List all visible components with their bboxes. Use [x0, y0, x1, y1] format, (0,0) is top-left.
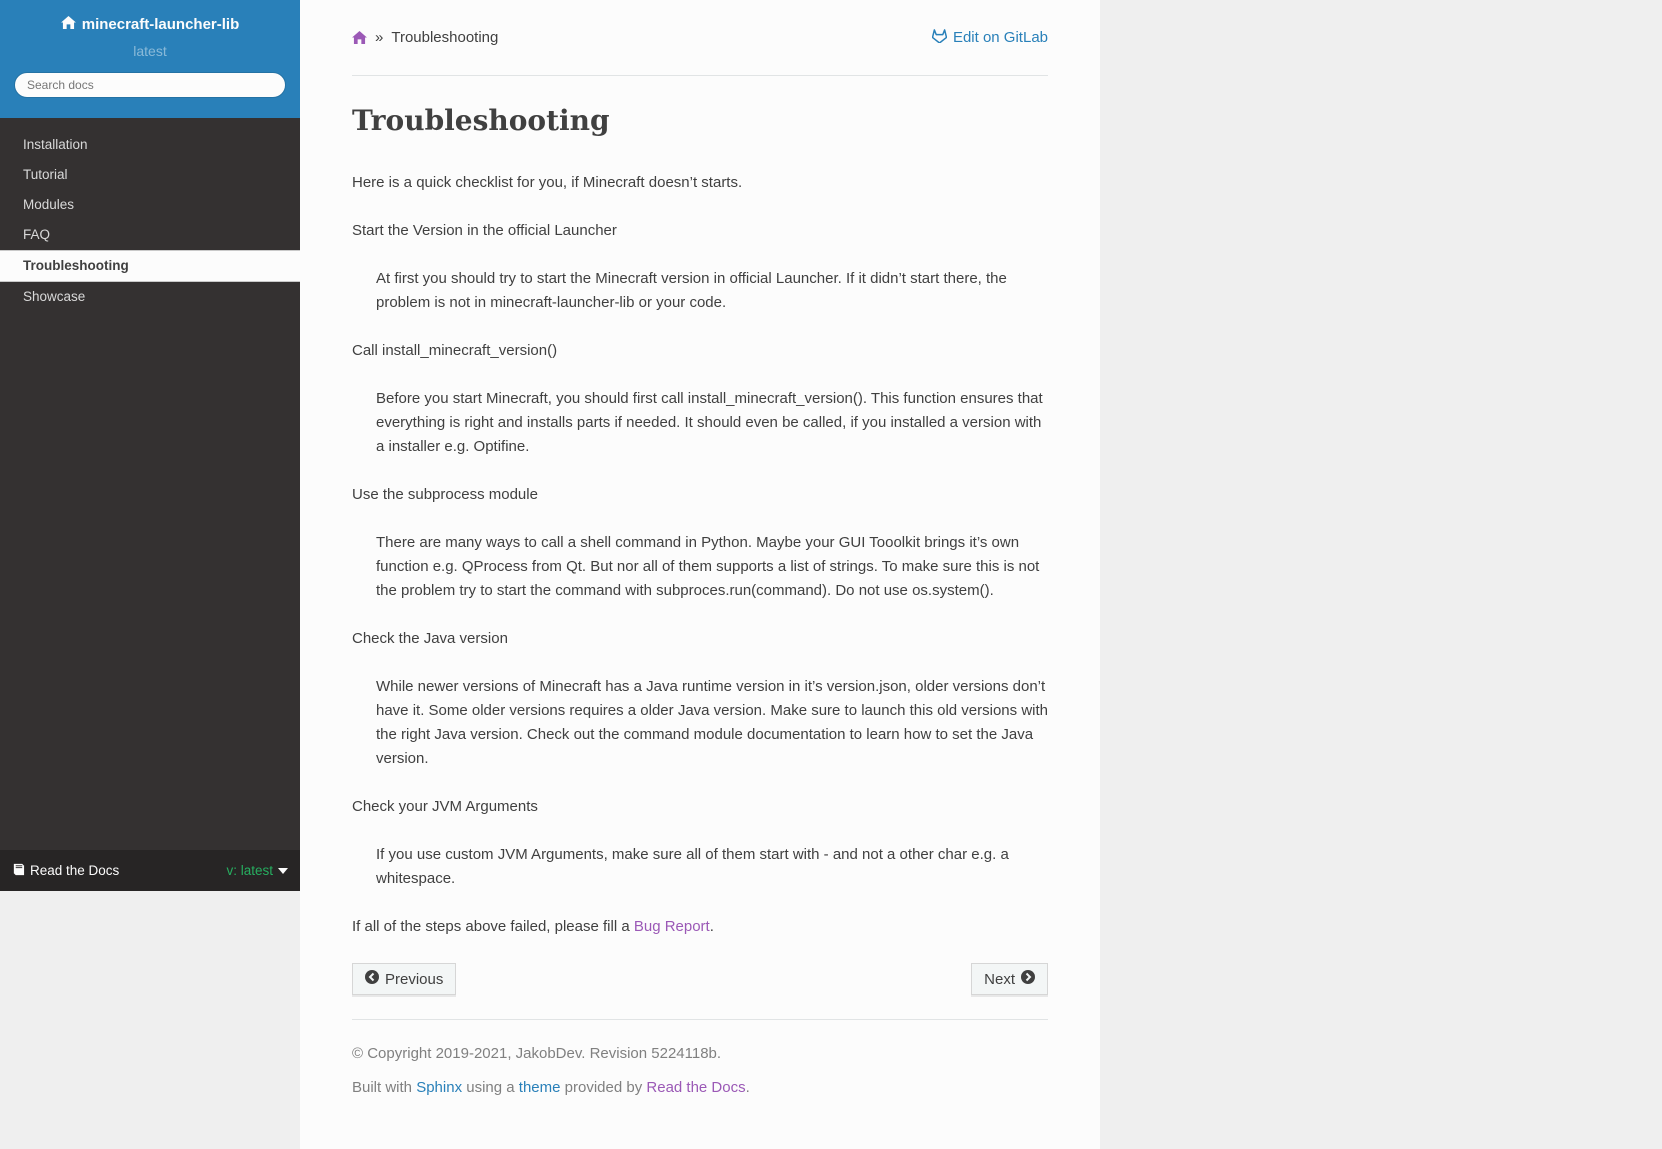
breadcrumb-separator: »: [375, 29, 384, 46]
edit-on-gitlab-link[interactable]: [932, 29, 1048, 47]
sidebar-item-modules[interactable]: Modules: [23, 197, 75, 212]
sidebar-item-tutorial[interactable]: Tutorial: [23, 167, 68, 182]
rtd-label: Read the Docs: [30, 863, 120, 878]
checklist-description: If you use custom JVM Arguments, make sure all of them start with - and not a other char e.g. a whitespace.: [376, 846, 1009, 887]
content-area: [300, 0, 1100, 1149]
copyright: © Copyright 2019-2021, JakobDev. Revision 5224118b.: [352, 1045, 722, 1062]
book-icon: [12, 863, 25, 879]
rtd-version-bar[interactable]: [0, 850, 300, 891]
home-icon: [61, 16, 76, 33]
theme-link[interactable]: theme: [518, 1079, 561, 1096]
sidebar-nav: [0, 130, 300, 312]
project-home-link[interactable]: [61, 16, 240, 33]
checklist: [352, 219, 1048, 891]
gitlab-icon: [932, 29, 947, 47]
edit-on-gitlab-label: Edit on GitLab: [952, 29, 1048, 46]
closing-period: .: [709, 918, 714, 935]
checklist-description: Before you start Minecraft, you should first call install_minecraft_version(). This function ensures that everything is right and installs parts if needed. It should even be called, if you installed a version with a installer e.g. Optifine.: [376, 390, 1043, 455]
version-selector-label: v: latest: [226, 863, 273, 878]
sidebar-item-troubleshooting[interactable]: Troubleshooting: [0, 250, 300, 282]
closing-paragraph: [352, 915, 1048, 939]
footer-divider: [352, 1019, 1048, 1020]
search-input[interactable]: [14, 72, 286, 98]
footer: [352, 1042, 1048, 1100]
sidebar-item-installation[interactable]: Installation: [23, 137, 88, 152]
arrow-circle-left-icon: [365, 970, 379, 988]
closing-text: If all of the steps above failed, please fill a: [352, 918, 634, 935]
project-name: minecraft-launcher-lib: [81, 16, 240, 33]
project-version: latest: [133, 43, 167, 59]
next-label: Next: [984, 970, 1015, 988]
intro-paragraph: Here is a quick checklist for you, if Minecraft doesn’t starts.: [352, 174, 743, 191]
checklist-term: Check the Java version: [352, 630, 508, 647]
home-icon[interactable]: [352, 31, 367, 44]
checklist-term: Use the subprocess module: [352, 486, 538, 503]
bug-report-link[interactable]: Bug Report: [633, 918, 710, 935]
next-button[interactable]: [971, 963, 1048, 995]
breadcrumb-current: Troubleshooting: [391, 29, 499, 46]
sidebar: [0, 0, 300, 891]
checklist-description: While newer versions of Minecraft has a Java runtime version in it’s version.json, older versions don’t have it. Some older versions requires a older Java version. Make sure to launch this old versions with the right Java version. Check out the command module documentation to learn how to set the Java version.: [376, 678, 1048, 767]
breadcrumb: [352, 0, 1048, 76]
document: [352, 0, 1048, 1100]
provided-by-text: provided by: [560, 1079, 647, 1096]
built-with-line: [352, 1076, 1048, 1100]
footer-period: .: [745, 1079, 750, 1096]
checklist-term: Check your JVM Arguments: [352, 798, 538, 815]
arrow-circle-right-icon: [1021, 970, 1035, 988]
rtd-label-group[interactable]: [12, 863, 119, 879]
checklist-description: There are many ways to call a shell command in Python. Maybe your GUI Tooolkit brings it’s own function e.g. QProcess from Qt. But nor all of them supports a list of strings. To make sure this is not the problem try to start the command with subproces.run(command). Do not use os.system().: [376, 534, 1040, 599]
previous-button[interactable]: [352, 963, 456, 995]
version-selector[interactable]: [226, 863, 288, 878]
checklist-term: Call install_minecraft_version(): [352, 342, 558, 359]
checklist-description: At first you should try to start the Minecraft version in official Launcher. If it didn’t start there, the problem is not in minecraft-launcher-lib or your code.: [376, 270, 1007, 311]
read-the-docs-link[interactable]: Read the Docs: [646, 1079, 746, 1096]
caret-down-icon: [278, 868, 288, 874]
search-form: [0, 72, 300, 98]
sidebar-item-faq[interactable]: FAQ: [23, 227, 51, 242]
previous-label: Previous: [385, 970, 444, 988]
using-a-text: using a: [462, 1079, 519, 1096]
page-title: Troubleshooting: [352, 104, 610, 137]
sidebar-header: [0, 0, 300, 118]
breadcrumb-trail: [352, 29, 498, 46]
pager: [352, 963, 1048, 995]
built-with-text: Built with: [352, 1079, 417, 1096]
checklist-term: Start the Version in the official Launcher: [352, 222, 617, 239]
sphinx-link[interactable]: Sphinx: [416, 1079, 463, 1096]
sidebar-item-showcase[interactable]: Showcase: [23, 289, 86, 304]
